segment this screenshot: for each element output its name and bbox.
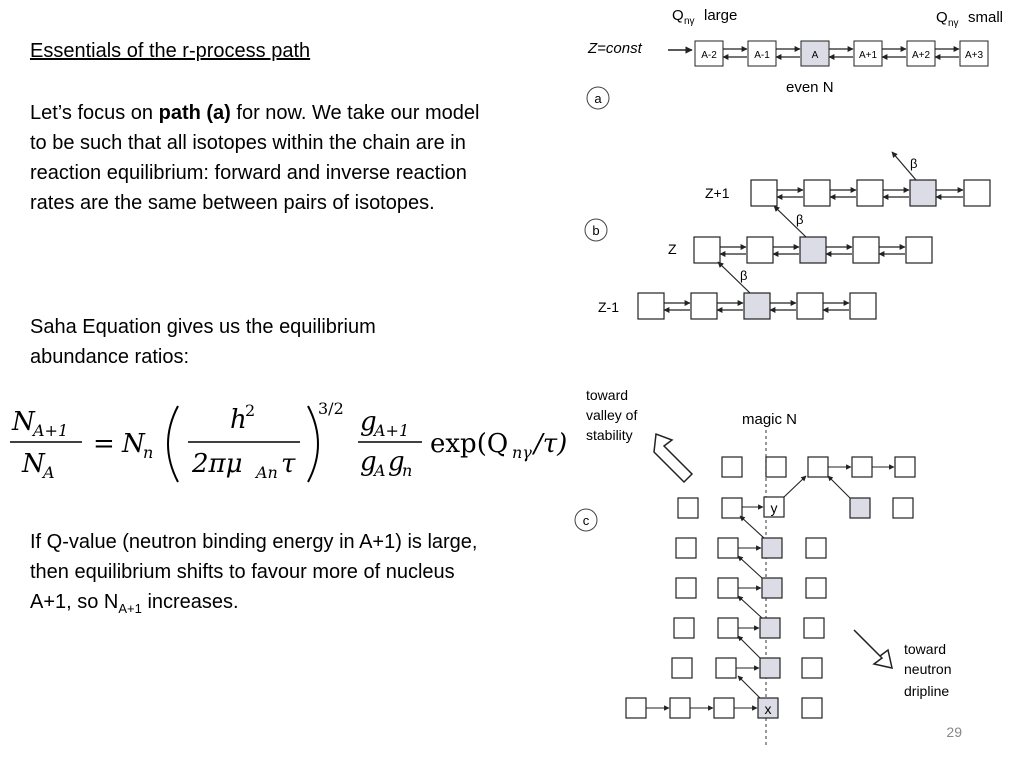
paragraph-q-value	[30, 527, 480, 624]
b-row-label: Z-1	[598, 299, 619, 315]
c-label: c	[582, 513, 590, 528]
c-dripline-line: toward	[904, 641, 947, 657]
a-box-label: A-1	[754, 50, 770, 61]
r-process-figure	[570, 0, 1024, 750]
eq-equals: =	[93, 429, 115, 459]
c-y-label: y	[770, 500, 778, 516]
eq-den: 2πμ	[192, 449, 243, 479]
para2-text: Saha Equation gives us the equilibrium abundance ratios:	[30, 316, 376, 368]
panel-c	[575, 387, 951, 748]
a-box-label: A+1	[858, 50, 878, 61]
a-q-small-word: small	[968, 9, 1004, 26]
eq-nn-sub: n	[143, 443, 154, 462]
c-x-label: x	[764, 701, 772, 717]
a-box-label: A+3	[964, 50, 984, 61]
para1-bold: path (a)	[158, 102, 231, 124]
eq-g-den1-sub: A	[374, 461, 386, 480]
eq-tau: τ	[281, 449, 296, 479]
a-q-large-sub: nγ	[684, 16, 695, 27]
para3-main: If Q-value (neutron binding energy in A+1) is large, then equilibrium shifts to favour more of nucleus A+1, so N	[30, 531, 478, 613]
paragraph-saha	[30, 312, 480, 372]
eq-lhs-num-sub: A+1	[33, 421, 69, 440]
para1-text-after: for now. We take our model to be such that all isotopes within the chain are in reaction equilibrium: forward and inverse reaction rates are the same between pairs of isotopes.	[30, 102, 480, 214]
eq-exp-sub: nγ	[512, 443, 532, 462]
b-beta: β	[740, 268, 748, 283]
c-toward-dripline	[904, 641, 951, 699]
eq-h-sup: 2	[245, 401, 256, 420]
eq-g-num-sub: A+1	[374, 421, 410, 440]
a-box-label: A+2	[911, 50, 931, 61]
eq-g-den1: g	[360, 447, 377, 477]
a-q-large: Q	[672, 7, 684, 24]
para3-end: increases.	[141, 591, 239, 613]
c-valley-line: valley of	[586, 407, 638, 423]
eq-exp-end: /τ)	[534, 429, 568, 459]
eq-lhs-den-sub: A	[43, 463, 55, 482]
eq-lhs-den: N	[22, 449, 45, 479]
c-valley-line: stability	[586, 427, 633, 443]
c-valley-arrow	[654, 434, 692, 482]
c-dripline-line: dripline	[904, 683, 950, 699]
b-arrows	[664, 152, 963, 310]
eq-right-paren	[308, 406, 318, 482]
eq-exp: exp(Q	[430, 429, 509, 459]
para3-sub: A+1	[118, 601, 142, 616]
c-dripline-arrow	[854, 630, 892, 668]
eq-nn: N	[122, 429, 145, 459]
eq-h: h	[230, 405, 247, 435]
c-boxes	[626, 457, 915, 718]
panel-b	[638, 180, 990, 319]
page-number: 29	[946, 724, 962, 740]
b-row-label: Z+1	[705, 185, 730, 201]
b-label: b	[592, 223, 600, 238]
eq-lhs-num: N	[12, 407, 35, 437]
eq-den-sub: An	[256, 463, 278, 482]
eq-g-num: g	[360, 407, 377, 437]
b-beta: β	[796, 212, 804, 227]
b-beta: β	[910, 156, 918, 171]
a-box-label: A	[811, 50, 819, 61]
a-zconst: Z=const	[588, 40, 642, 57]
eq-left-paren	[168, 406, 178, 482]
a-q-small: Q	[936, 9, 948, 26]
eq-g-den2: g	[388, 447, 405, 477]
c-toward-valley	[586, 387, 637, 443]
c-valley-line: toward	[586, 387, 629, 403]
a-even-n: even N	[786, 79, 834, 96]
c-dripline-line: neutron	[904, 661, 952, 677]
eq-g-den2-sub: n	[402, 461, 413, 480]
c-magic-n: magic N	[742, 411, 798, 428]
a-box-chain	[695, 41, 988, 66]
paragraph-path-a	[30, 98, 480, 218]
panel-a	[587, 7, 1003, 109]
a-q-large-word: large	[704, 7, 738, 24]
para1-text-before: Let’s focus on	[30, 102, 159, 124]
a-q-small-sub: nγ	[948, 18, 959, 29]
slide-heading: Essentials of the r-process path	[30, 40, 311, 62]
a-box-label: A-2	[701, 50, 717, 61]
saha-equation	[8, 396, 573, 488]
b-row-label: Z	[668, 241, 677, 257]
a-label: a	[594, 91, 602, 106]
eq-power: 3/2	[318, 399, 344, 418]
